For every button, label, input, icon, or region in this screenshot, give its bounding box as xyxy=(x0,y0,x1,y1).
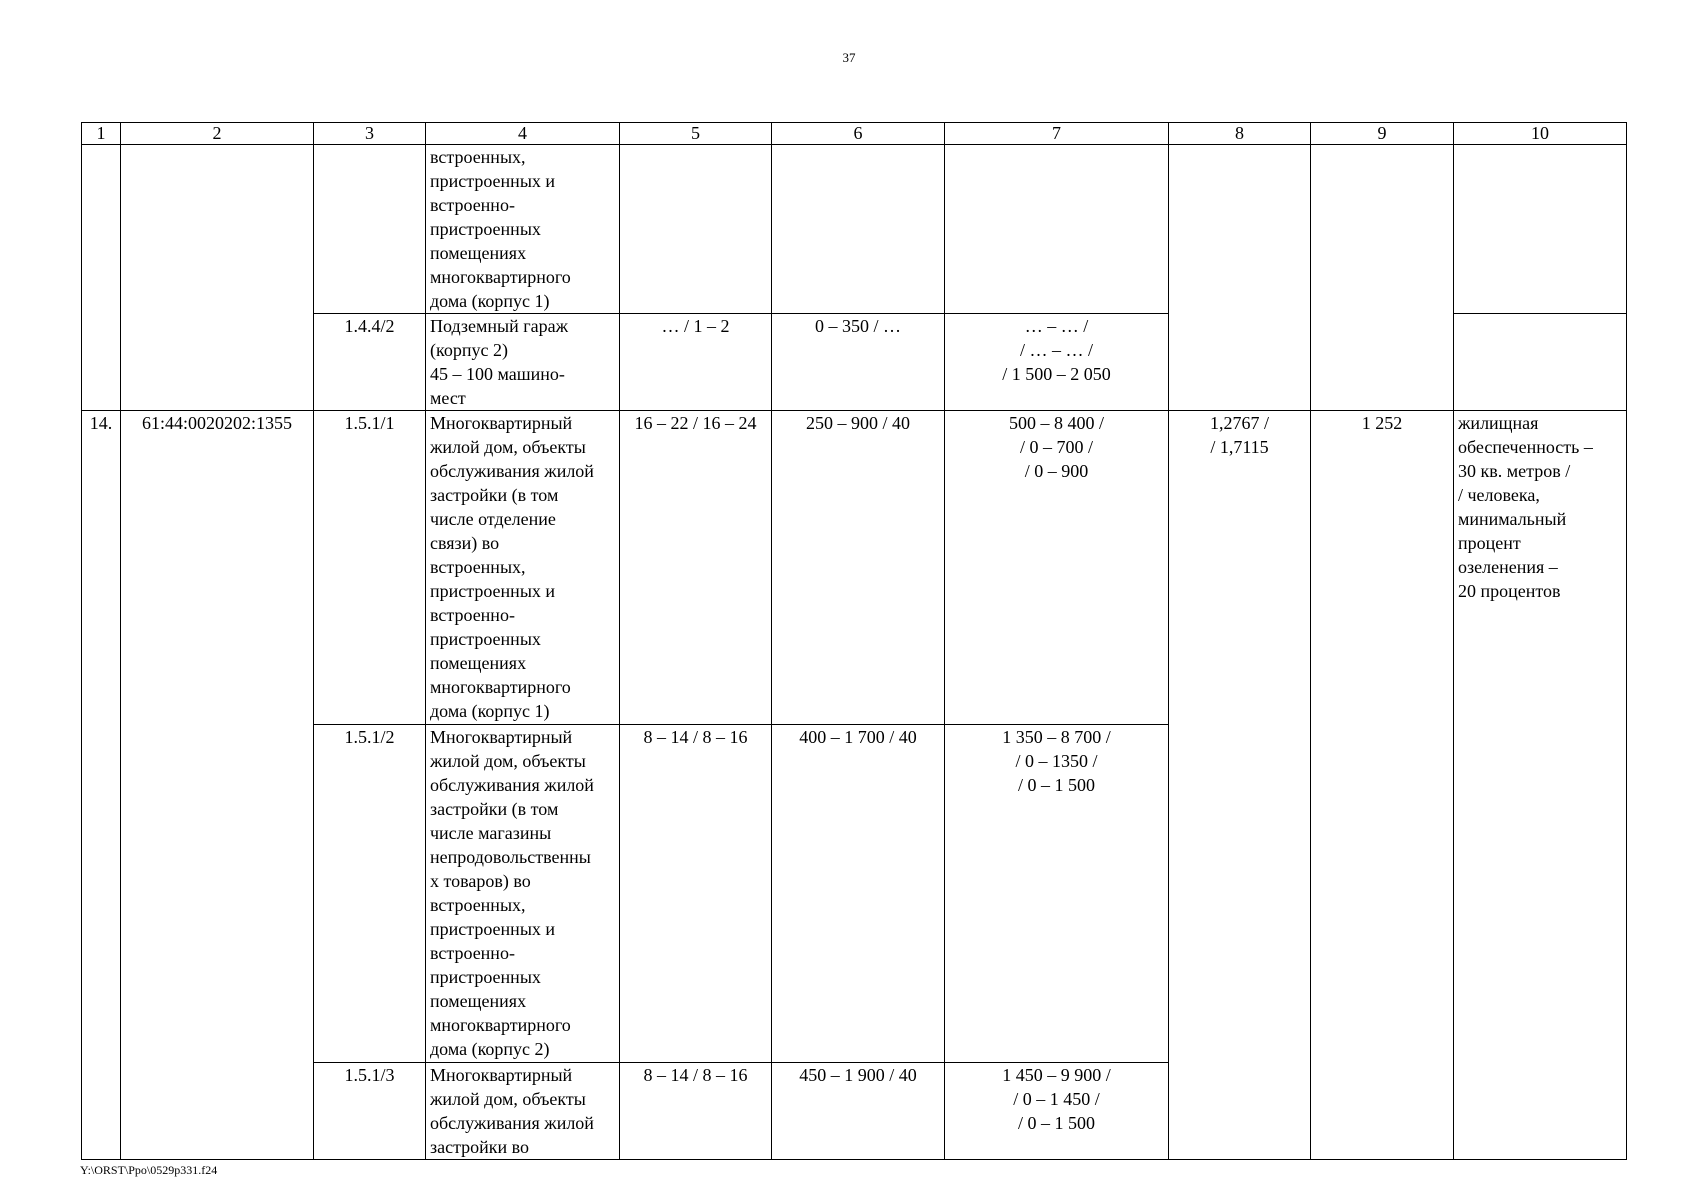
page-number: 37 xyxy=(842,50,856,65)
row-number-cell: 14. xyxy=(82,411,121,1160)
header-cell: 5 xyxy=(620,123,772,145)
object-description-cell: Многоквартирный жилой дом, объекты обслуживания жилой застройки во xyxy=(426,1063,620,1160)
notes-cell xyxy=(1454,314,1627,411)
table-row xyxy=(82,411,1627,725)
object-code-cell: 1.5.1/3 xyxy=(314,1063,426,1160)
floors-cell: 8 – 14 / 8 – 16 xyxy=(620,725,772,1063)
header-cell: 9 xyxy=(1311,123,1454,145)
object-code-cell: 1.5.1/2 xyxy=(314,725,426,1063)
object-code-cell: 1.5.1/1 xyxy=(314,411,426,725)
object-description-cell: встроенных, пристроенных и встроенно- пристроенных помещениях многоквартирного дома (корпус 1) xyxy=(426,145,620,314)
area-cell xyxy=(945,145,1169,314)
data-table xyxy=(81,122,1627,1160)
table-header-row xyxy=(82,123,1627,145)
col9-cell xyxy=(1311,145,1454,411)
height-cell: 450 – 1 900 / 40 xyxy=(772,1063,945,1160)
area-cell: 500 – 8 400 / / 0 – 700 / / 0 – 900 xyxy=(945,411,1169,725)
table-row xyxy=(82,145,1627,314)
notes-cell xyxy=(1454,145,1627,314)
header-cell: 6 xyxy=(772,123,945,145)
floors-cell: 8 – 14 / 8 – 16 xyxy=(620,1063,772,1160)
height-cell: 250 – 900 / 40 xyxy=(772,411,945,725)
row-number-cell xyxy=(82,145,121,411)
object-description-cell: Многоквартирный жилой дом, объекты обслуживания жилой застройки (в том числе отделение связи) во встроенных, пристроенных и встроенно- пристроенных помещениях многоквартирного дома (корпус 1) xyxy=(426,411,620,725)
floors-cell: 16 – 22 / 16 – 24 xyxy=(620,411,772,725)
object-code-cell: 1.4.4/2 xyxy=(314,314,426,411)
header-cell: 3 xyxy=(314,123,426,145)
floors-cell xyxy=(620,145,772,314)
notes-cell: жилищная обеспеченность – 30 кв. метров / / человека, минимальный процент озеленения – 20 процентов xyxy=(1454,411,1627,1160)
object-description-cell: Многоквартирный жилой дом, объекты обслуживания жилой застройки (в том числе магазины непродовольственны х товаров) во встроенных, пристроенных и встроенно- пристроенных помещениях многоквартирного дома (корпус 2) xyxy=(426,725,620,1063)
header-cell: 8 xyxy=(1169,123,1311,145)
col8-cell xyxy=(1169,145,1311,411)
cadastral-number-cell: 61:44:0020202:1355 xyxy=(121,411,314,1160)
area-cell: … – … / / … – … / / 1 500 – 2 050 xyxy=(945,314,1169,411)
floors-cell: … / 1 – 2 xyxy=(620,314,772,411)
header-cell: 7 xyxy=(945,123,1169,145)
col9-cell: 1 252 xyxy=(1311,411,1454,1160)
area-cell: 1 450 – 9 900 / / 0 – 1 450 / / 0 – 1 500 xyxy=(945,1063,1169,1160)
col8-cell: 1,2767 / / 1,7115 xyxy=(1169,411,1311,1160)
header-cell: 10 xyxy=(1454,123,1627,145)
header-cell: 2 xyxy=(121,123,314,145)
area-cell: 1 350 – 8 700 / / 0 – 1350 / / 0 – 1 500 xyxy=(945,725,1169,1063)
header-cell: 1 xyxy=(82,123,121,145)
height-cell: 400 – 1 700 / 40 xyxy=(772,725,945,1063)
object-description-cell: Подземный гараж (корпус 2) 45 – 100 машино- мест xyxy=(426,314,620,411)
height-cell xyxy=(772,145,945,314)
height-cell: 0 – 350 / … xyxy=(772,314,945,411)
cadastral-number-cell xyxy=(121,145,314,411)
footer-file-path: Y:\ORST\Ppo\0529p331.f24 xyxy=(80,1163,218,1177)
object-code-cell xyxy=(314,145,426,314)
header-cell: 4 xyxy=(426,123,620,145)
